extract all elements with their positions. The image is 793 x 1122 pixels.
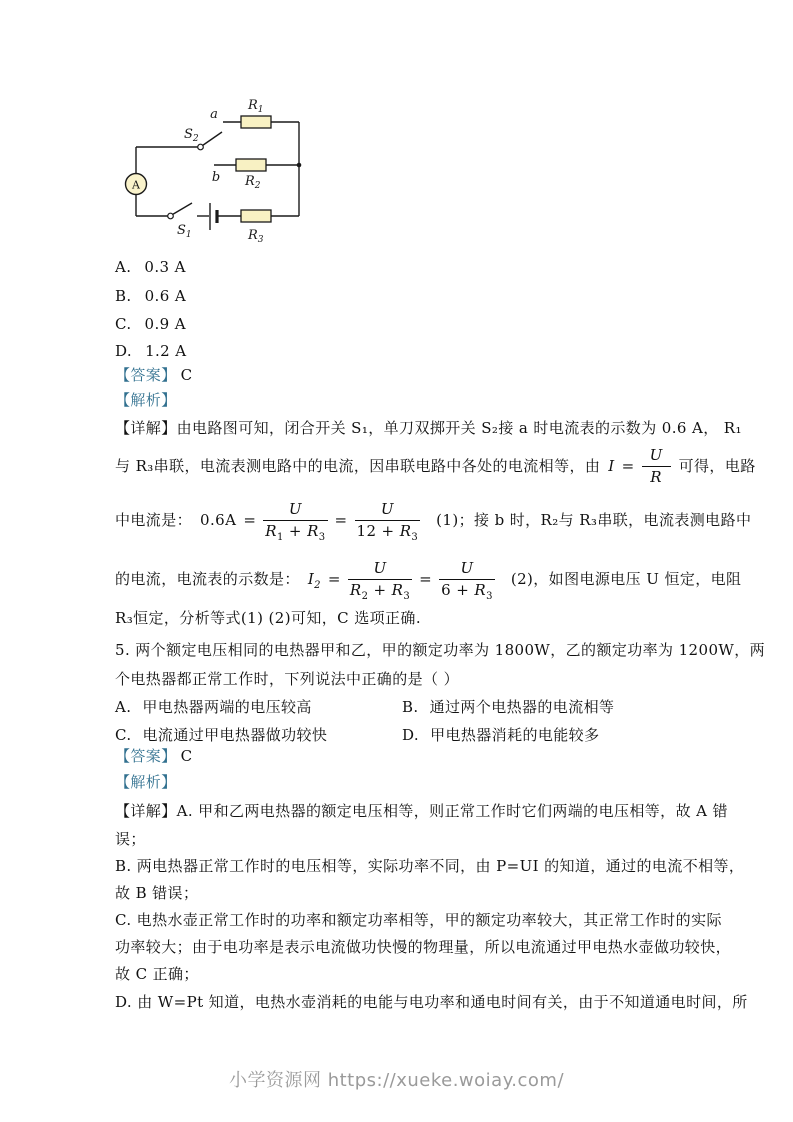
q4-detail-line-4 — [115, 557, 741, 601]
formula-equation-2 — [307, 558, 495, 602]
option-text: 甲电热器两端的电压较高 — [142, 698, 312, 716]
q5-detail-line: C. 电热水壶正常工作时的功率和额定功率相等，甲的额定功率较大，其正常工作时的实际 — [115, 911, 722, 929]
contact-a-label: a — [210, 107, 218, 122]
math-var-i: I — [608, 457, 615, 475]
option-value: 0.6 A — [144, 287, 187, 305]
switch-s1-label: $S_1$ — [177, 223, 192, 240]
math-var: R — [399, 521, 412, 540]
q5-detail-line: 故 B 错误； — [115, 884, 199, 902]
math-sub: 3 — [411, 531, 419, 543]
q5-detail-line: 误； — [115, 830, 146, 848]
equals-sign: = — [621, 457, 635, 475]
formula-i-equals-u-over-r — [608, 447, 670, 486]
switch-s2-label: $S_2$ — [184, 127, 199, 144]
detail-text: (2)，如图电源电压 U 恒定，电阻 — [510, 570, 742, 588]
switch-s2-pivot-icon — [198, 144, 204, 150]
answer-tag: 【答案】 — [115, 747, 177, 765]
math-var: R — [265, 521, 277, 540]
q4-option-b — [115, 287, 186, 305]
q4-detail-line-5: R₃恒定，分析等式(1) (2)可知，C 选项正确. — [115, 609, 421, 627]
detail-text: 与 R₃串联，电流表测电路中的电流，因串联电路中各处的电流相等，由 — [115, 457, 601, 475]
math-var: I — [307, 570, 315, 588]
answer-value: C — [180, 747, 193, 765]
switch-s1-blade — [173, 203, 193, 215]
analysis-tag: 【解析】 — [115, 773, 177, 791]
fraction-numerator: U — [355, 501, 421, 521]
fraction-u-over-12-plus-r3 — [355, 499, 421, 543]
option-text: 电流通过甲电热器做功较快 — [142, 726, 328, 744]
equals-sign: = — [243, 511, 257, 529]
fraction-u-over-r — [642, 447, 671, 486]
math-var: R — [391, 580, 404, 599]
q5-option-row-1 — [115, 698, 614, 716]
q5-detail-line: 故 C 正确； — [115, 965, 199, 983]
equals-sign: = — [419, 570, 433, 588]
q5-option-c — [115, 726, 402, 744]
math-sub: 2 — [314, 580, 321, 591]
q4-detail-line-3 — [115, 498, 751, 542]
fraction-numerator: U — [439, 560, 495, 580]
resistor-r3 — [241, 210, 271, 222]
footer-site-text: 小学资源网 https://xueke.woiay.com/ — [228, 1070, 565, 1091]
circuit-figure — [110, 90, 310, 250]
option-text: 甲电热器消耗的电能较多 — [430, 726, 600, 744]
ammeter-label: A — [132, 178, 140, 192]
resistor-r1-label: $R_1$ — [248, 98, 264, 115]
q4-option-a — [115, 258, 186, 276]
detail-text: 的电流，电流表的示数是： — [115, 570, 300, 588]
resistor-r3-label: $R_3$ — [248, 228, 264, 245]
option-letter: D. — [115, 342, 133, 360]
option-letter: B. — [115, 287, 132, 305]
option-letter: A. — [115, 698, 132, 716]
option-letter: D. — [402, 726, 420, 744]
q5-detail-line: 功率较大；由于电功率是表示电流做功快慢的物理量，所以电流通过甲电热水壶做功较快， — [115, 938, 732, 956]
equals-sign: = — [327, 570, 341, 588]
q5-detail-line: B. 两电热器正常工作时的电压相等，实际功率不同，由 P=UI 的知道，通过的电流不相等， — [115, 857, 745, 875]
q5-stem-line-1: 5. 两个额定电压相同的电热器甲和乙，甲的额定功率为 1800W，乙的额定功率为 1200W，两 — [115, 641, 766, 659]
fraction-u-over-6-plus-r3 — [439, 558, 495, 602]
math-var: R — [307, 521, 319, 540]
formula-equation-1 — [200, 499, 420, 543]
q5-option-d — [402, 726, 599, 744]
q4-detail-line-2 — [115, 446, 756, 486]
math-var: R — [349, 580, 362, 599]
math-sub: 2 — [361, 590, 369, 602]
option-letter: C. — [115, 315, 132, 333]
junction-dot-icon — [297, 163, 302, 168]
option-letter: C. — [115, 726, 132, 744]
analysis-tag: 【解析】 — [115, 391, 177, 409]
resistor-r2-label: $R_2$ — [245, 174, 261, 191]
q4-answer-line — [115, 366, 193, 384]
contact-b-label: b — [211, 170, 221, 185]
detail-text: 中电流是： — [115, 511, 193, 529]
fraction-denominator — [439, 580, 495, 602]
fraction-denominator — [263, 521, 327, 543]
resistor-r1 — [241, 116, 271, 128]
math-sub: 3 — [318, 531, 326, 543]
answer-value: C — [180, 366, 193, 384]
detail-text: 可得，电路 — [678, 457, 756, 475]
q5-option-row-2 — [115, 726, 599, 744]
q5-analysis-line — [115, 773, 177, 791]
option-text: 通过两个电热器的电流相等 — [429, 698, 615, 716]
math-var: R — [474, 580, 487, 599]
fraction-denominator — [355, 521, 421, 543]
q5-detail-line: 【详解】A. 甲和乙两电热器的额定电压相等，则正常工作时它们两端的电压相等，故 A 错 — [115, 802, 728, 820]
resistor-r2 — [236, 159, 266, 171]
math-operator: + — [283, 521, 308, 540]
fraction-numerator: U — [263, 501, 327, 521]
equals-sign: = — [334, 511, 348, 529]
math-num: 12 — [356, 521, 377, 540]
math-operator: + — [368, 580, 392, 599]
option-letter: B. — [402, 698, 419, 716]
q5-answer-line — [115, 747, 193, 765]
math-num: 6 — [441, 580, 452, 599]
fraction-u-over-r1-plus-r3 — [263, 499, 327, 543]
q4-option-c — [115, 315, 186, 333]
option-value: 0.3 A — [144, 258, 186, 276]
answer-tag: 【答案】 — [115, 366, 177, 384]
option-value: 0.9 A — [144, 315, 186, 333]
q5-option-b — [402, 698, 614, 716]
fraction-u-over-r2-plus-r3 — [348, 558, 412, 602]
option-value: 1.2 A — [145, 342, 187, 360]
math-sub: 3 — [486, 590, 493, 602]
math-operator: + — [451, 580, 475, 599]
math-sub: 3 — [403, 590, 411, 602]
detail-text: (1)；接 b 时，R₂与 R₃串联，电流表测电路中 — [436, 511, 752, 529]
q5-option-a — [115, 698, 402, 716]
math-operator: + — [376, 521, 400, 540]
fraction-numerator: U — [348, 560, 412, 580]
switch-s2-blade — [203, 132, 223, 146]
fraction-numerator: U — [642, 447, 671, 467]
q4-analysis-line — [115, 391, 177, 409]
switch-s1-pivot-icon — [168, 213, 174, 219]
math-sub: 1 — [276, 531, 284, 543]
q4-detail-line-1: 【详解】由电路图可知，闭合开关 S₁，单刀双掷开关 S₂接 a 时电流表的示数为 0.6 A， R₁ — [115, 419, 742, 437]
math-lhs — [307, 570, 321, 591]
q4-option-d — [115, 342, 187, 360]
option-letter: A. — [115, 258, 132, 276]
fraction-denominator: R — [650, 467, 662, 486]
fraction-denominator — [348, 580, 412, 602]
q5-detail-line: D. 由 W=Pt 知道，电热水壶消耗的电能与电功率和通电时间有关，由于不知道通电时间，所 — [115, 993, 748, 1011]
q5-stem-line-2: 个电热器都正常工作时，下列说法中正确的是（ ） — [115, 670, 459, 688]
circuit-diagram — [110, 90, 310, 250]
math-lhs: 0.6A — [200, 511, 237, 529]
